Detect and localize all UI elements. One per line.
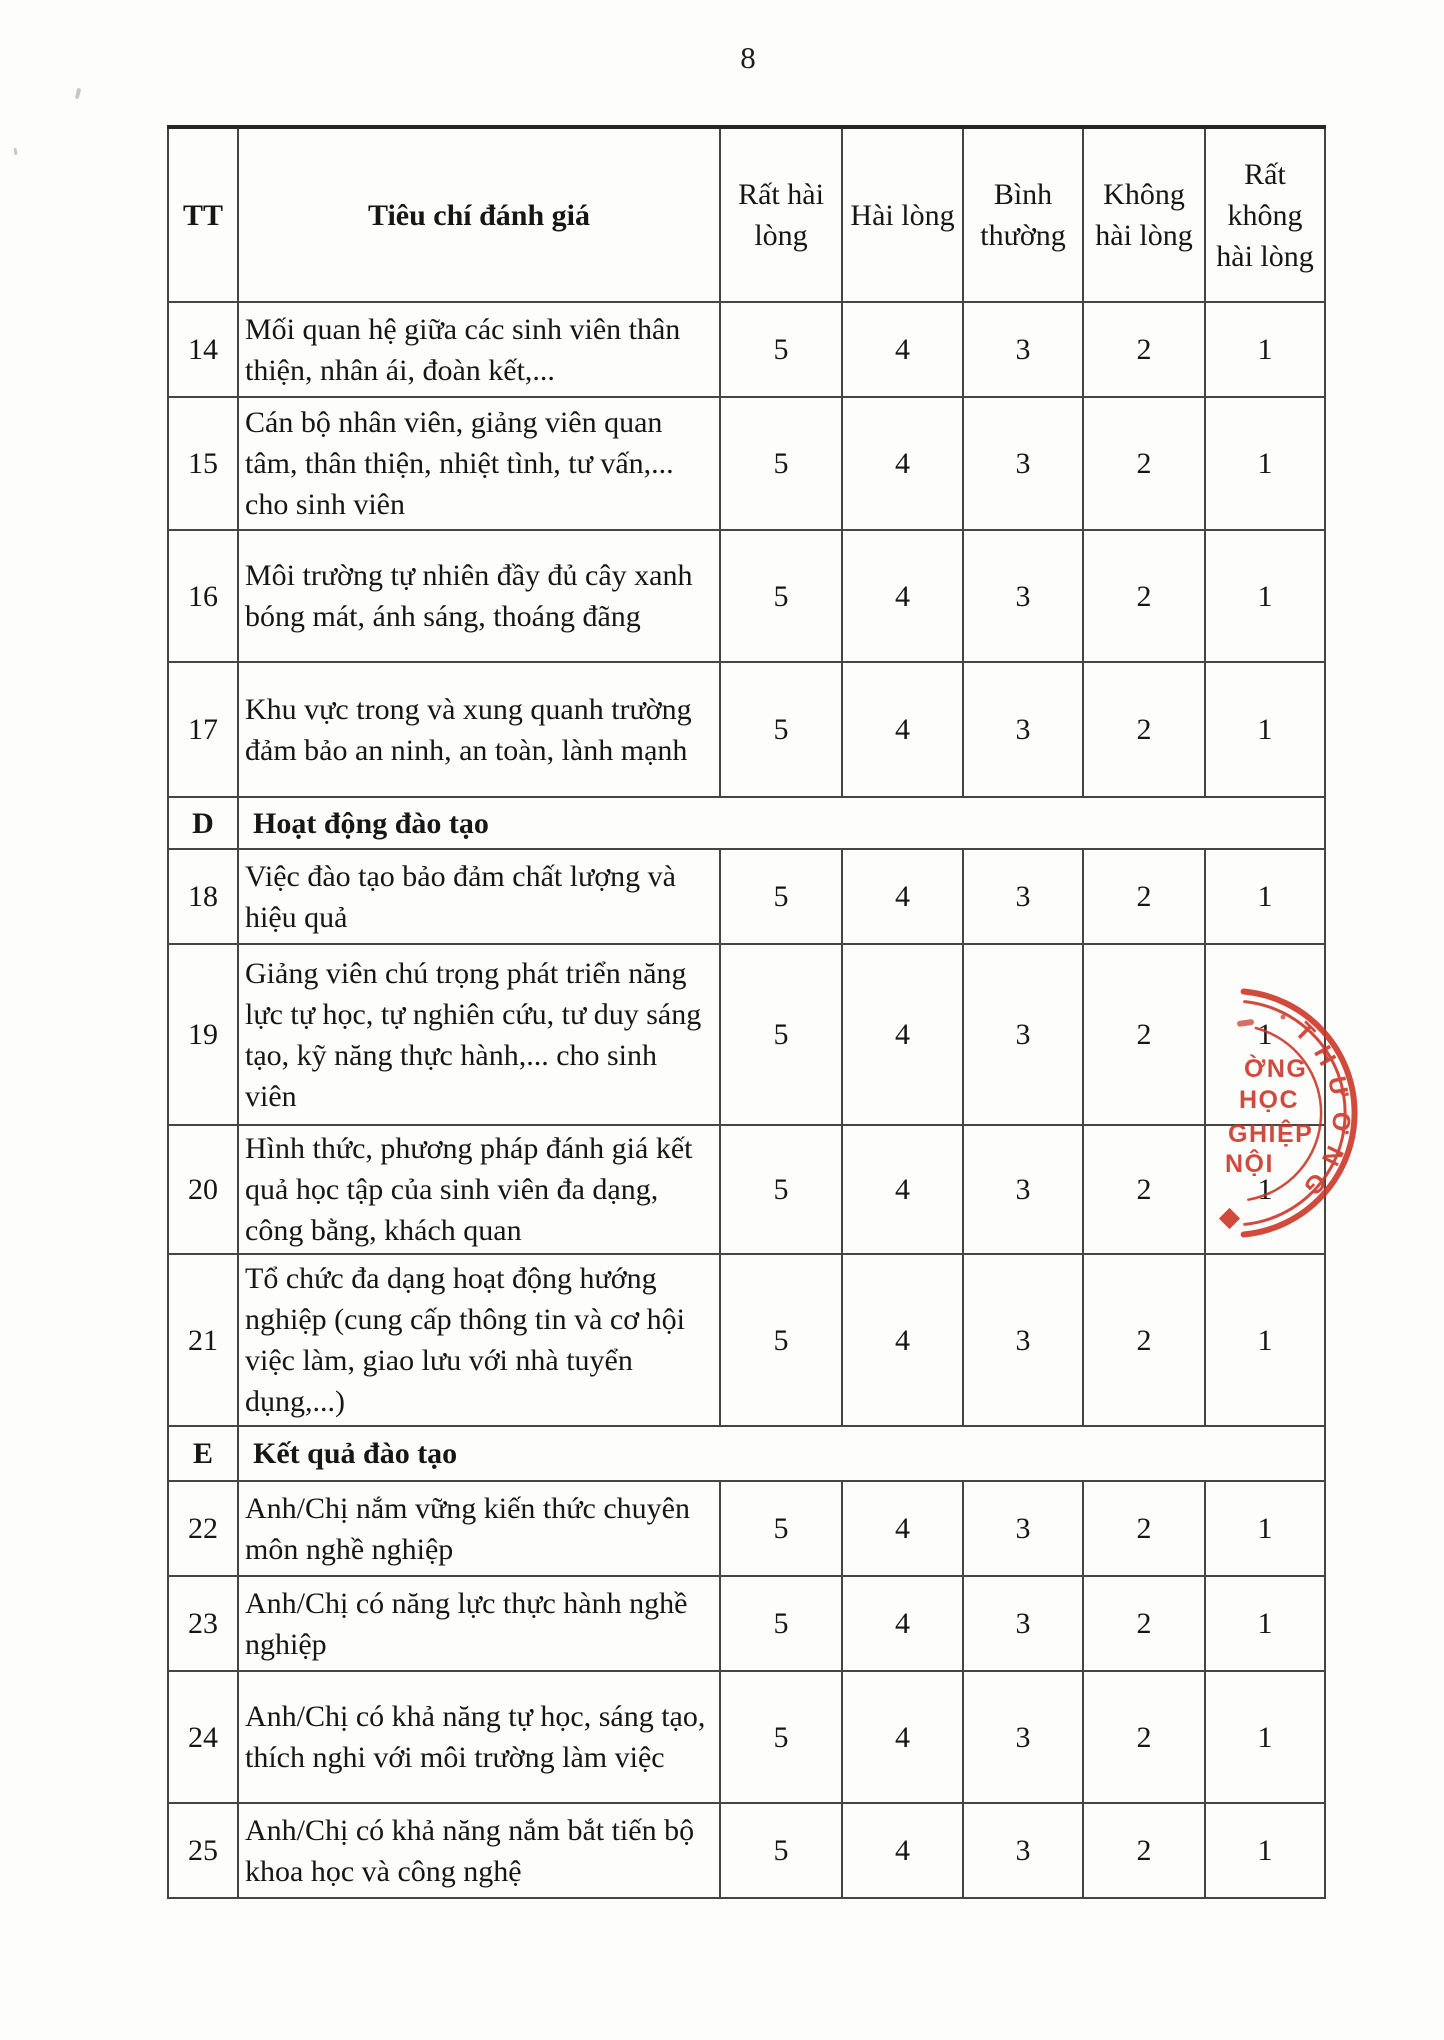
- score-cell: 1: [1205, 397, 1325, 530]
- row-number: 19: [168, 944, 238, 1125]
- score-cell: 4: [842, 1481, 963, 1576]
- score-cell: 5: [720, 1254, 842, 1426]
- score-cell: 2: [1083, 1576, 1205, 1671]
- table-body: [168, 302, 1325, 1898]
- score-cell: 1: [1205, 1671, 1325, 1803]
- score-cell: 1: [1205, 662, 1325, 797]
- table-row: [168, 944, 1325, 1125]
- criteria-text: Khu vực trong và xung quanh trường đảm bảo an ninh, an toàn, lành mạnh: [238, 662, 720, 797]
- criteria-text: Anh/Chị có khả năng nắm bắt tiến bộ khoa học và công nghệ: [238, 1803, 720, 1898]
- section-title: Kết quả đào tạo: [238, 1426, 1325, 1481]
- score-cell: 5: [720, 302, 842, 397]
- row-number: 20: [168, 1125, 238, 1254]
- row-number: 16: [168, 530, 238, 662]
- table-row: [168, 1671, 1325, 1803]
- score-cell: 3: [963, 944, 1083, 1125]
- table-row: [168, 1254, 1325, 1426]
- score-cell: 5: [720, 944, 842, 1125]
- score-cell: 1: [1205, 944, 1325, 1125]
- header-score-very-satisfied: Rất hài lòng: [720, 127, 842, 302]
- table-row: [168, 1576, 1325, 1671]
- header-score-very-unsatisfied: Rất không hài lòng: [1205, 127, 1325, 302]
- row-number: 22: [168, 1481, 238, 1576]
- table-row: [168, 530, 1325, 662]
- stamp-line-2: HỌC: [1239, 1086, 1300, 1114]
- header-score-unsatisfied: Không hài lòng: [1083, 127, 1205, 302]
- score-cell: 5: [720, 530, 842, 662]
- score-cell: 4: [842, 530, 963, 662]
- score-cell: 2: [1083, 1803, 1205, 1898]
- score-cell: 3: [963, 302, 1083, 397]
- score-cell: 4: [842, 1125, 963, 1254]
- score-cell: 3: [963, 1481, 1083, 1576]
- table-row: [168, 1125, 1325, 1254]
- score-cell: 3: [963, 1125, 1083, 1254]
- criteria-text: Anh/Chị có khả năng tự học, sáng tạo, thích nghi với môi trường làm việc: [238, 1671, 720, 1803]
- criteria-text: Anh/Chị có năng lực thực hành nghề nghiệp: [238, 1576, 720, 1671]
- score-cell: 5: [720, 1125, 842, 1254]
- row-number: 24: [168, 1671, 238, 1803]
- score-cell: 1: [1205, 530, 1325, 662]
- score-cell: 3: [963, 1803, 1083, 1898]
- score-cell: 5: [720, 1671, 842, 1803]
- score-cell: 3: [963, 849, 1083, 944]
- score-cell: 1: [1205, 1125, 1325, 1254]
- evaluation-table: [167, 125, 1326, 1899]
- page-number: 8: [740, 40, 756, 75]
- score-cell: 1: [1205, 1803, 1325, 1898]
- stamp-line-1: ỜNG: [1244, 1055, 1308, 1083]
- row-number: 23: [168, 1576, 238, 1671]
- row-number: 25: [168, 1803, 238, 1898]
- score-cell: 2: [1083, 849, 1205, 944]
- row-number: 14: [168, 302, 238, 397]
- score-cell: 4: [842, 1671, 963, 1803]
- stamp-line-3: GHIỆP: [1228, 1120, 1314, 1148]
- table-row: [168, 662, 1325, 797]
- score-cell: 3: [963, 1254, 1083, 1426]
- score-cell: 2: [1083, 1125, 1205, 1254]
- score-cell: 1: [1205, 849, 1325, 944]
- criteria-text: Hình thức, phương pháp đánh giá kết quả học tập của sinh viên đa dạng, công bằng, khách quan: [238, 1125, 720, 1254]
- score-cell: 3: [963, 1576, 1083, 1671]
- score-cell: 2: [1083, 302, 1205, 397]
- score-cell: 5: [720, 397, 842, 530]
- score-cell: 3: [963, 530, 1083, 662]
- criteria-text: Giảng viên chú trọng phát triển năng lực tự học, tự nghiên cứu, tư duy sáng tạo, kỹ năng thực hành,... cho sinh viên: [238, 944, 720, 1125]
- score-cell: 4: [842, 1803, 963, 1898]
- score-cell: 4: [842, 302, 963, 397]
- criteria-text: Môi trường tự nhiên đầy đủ cây xanh bóng mát, ánh sáng, thoáng đãng: [238, 530, 720, 662]
- criteria-text: Mối quan hệ giữa các sinh viên thân thiện, nhân ái, đoàn kết,...: [238, 302, 720, 397]
- score-cell: 1: [1205, 1481, 1325, 1576]
- score-cell: 5: [720, 1576, 842, 1671]
- score-cell: 4: [842, 944, 963, 1125]
- header-score-neutral: Bình thường: [963, 127, 1083, 302]
- table-row: [168, 1803, 1325, 1898]
- header-criteria: Tiêu chí đánh giá: [238, 127, 720, 302]
- criteria-text: Tổ chức đa dạng hoạt động hướng nghiệp (cung cấp thông tin và cơ hội việc làm, giao lưu với nhà tuyển dụng,...): [238, 1254, 720, 1426]
- section-title: Hoạt động đào tạo: [238, 797, 1325, 849]
- stamp-line-4: NỘI: [1225, 1150, 1274, 1178]
- score-cell: 2: [1083, 1254, 1205, 1426]
- score-cell: 4: [842, 662, 963, 797]
- table-row: [168, 302, 1325, 397]
- score-cell: 3: [963, 397, 1083, 530]
- header-score-satisfied: Hài lòng: [842, 127, 963, 302]
- header-row: [168, 127, 1325, 302]
- score-cell: 4: [842, 397, 963, 530]
- score-cell: 2: [1083, 1671, 1205, 1803]
- score-cell: 4: [842, 849, 963, 944]
- criteria-text: Cán bộ nhân viên, giảng viên quan tâm, thân thiện, nhiệt tình, tư vấn,... cho sinh viên: [238, 397, 720, 530]
- row-number: 18: [168, 849, 238, 944]
- row-number: 17: [168, 662, 238, 797]
- section-letter: D: [168, 797, 238, 849]
- row-number: 21: [168, 1254, 238, 1426]
- score-cell: 4: [842, 1254, 963, 1426]
- table-row: [168, 849, 1325, 944]
- score-cell: 5: [720, 662, 842, 797]
- score-cell: 3: [963, 1671, 1083, 1803]
- table-row: [168, 1481, 1325, 1576]
- scan-speck: [14, 148, 18, 155]
- score-cell: 5: [720, 849, 842, 944]
- score-cell: 2: [1083, 1481, 1205, 1576]
- score-cell: 3: [963, 662, 1083, 797]
- score-cell: 2: [1083, 662, 1205, 797]
- score-cell: 2: [1083, 944, 1205, 1125]
- row-number: 15: [168, 397, 238, 530]
- score-cell: 1: [1205, 302, 1325, 397]
- header-tt: TT: [168, 127, 238, 302]
- score-cell: 4: [842, 1576, 963, 1671]
- criteria-text: Việc đào tạo bảo đảm chất lượng và hiệu quả: [238, 849, 720, 944]
- section-row: [168, 797, 1325, 849]
- section-row: [168, 1426, 1325, 1481]
- score-cell: 5: [720, 1481, 842, 1576]
- scan-speck: [75, 88, 82, 100]
- score-cell: 2: [1083, 530, 1205, 662]
- section-letter: E: [168, 1426, 238, 1481]
- score-cell: 5: [720, 1803, 842, 1898]
- score-cell: 2: [1083, 397, 1205, 530]
- score-cell: 1: [1205, 1576, 1325, 1671]
- stamp-arc-text: THƯƠNG: [1289, 1016, 1357, 1210]
- score-cell: 1: [1205, 1254, 1325, 1426]
- criteria-text: Anh/Chị nắm vững kiến thức chuyên môn nghề nghiệp: [238, 1481, 720, 1576]
- table-row: [168, 397, 1325, 530]
